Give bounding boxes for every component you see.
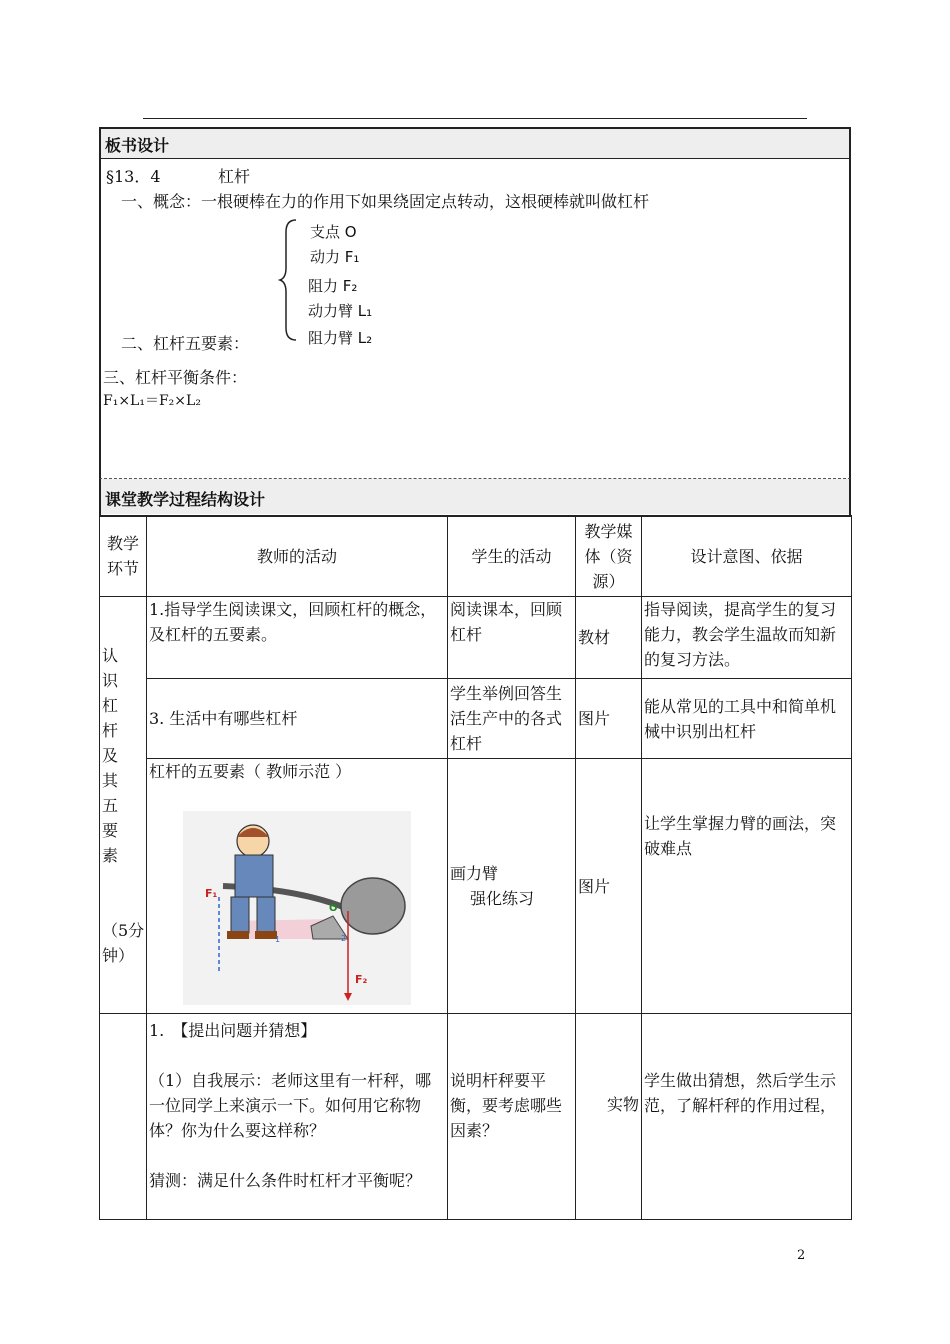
balance-label: 三、杠杆平衡条件： xyxy=(103,368,248,387)
row3-teacher-text: 杠杆的五要素（ 教师示范 ） xyxy=(149,762,352,781)
row4-teacher-p2: 猜测：满足什么条件时杠杆才平衡呢？ xyxy=(149,1171,422,1190)
element-effort-arm: 动力臂 L₁ xyxy=(308,302,373,320)
concept-line: 一、概念：一根硬棒在力的作用下如果绕固定点转动，这根硬棒就叫做杠杆 xyxy=(121,192,650,211)
element-resistance: 阻力 F₂ xyxy=(308,277,358,295)
section-title: 杠杆 xyxy=(218,167,251,186)
row4-teacher-p1: （1）自我展示：老师这里有一杆秤，哪一位同学上来演示一下。如何用它称物体？你为什么要这样称？ xyxy=(149,1071,432,1140)
stage-time: （5分钟） xyxy=(102,920,145,965)
row3-intent: 让学生掌握力臂的画法，突破难点 xyxy=(642,759,852,1014)
row3-media: 图片 xyxy=(576,759,642,1014)
row1-student: 阅读课本，回顾杠杆 xyxy=(448,597,576,679)
table-header-row xyxy=(100,516,852,597)
header-stage: 教学环节 xyxy=(100,516,147,597)
row3-student-b: 强化练习 xyxy=(470,889,535,908)
lever-illustration xyxy=(183,811,411,1005)
row1-media: 教材 xyxy=(576,597,642,679)
row2-student: 学生举例回答生活生产中的各式杠杆 xyxy=(448,679,576,759)
balance-formula: F₁×L₁＝F₂×L₂ xyxy=(103,393,201,409)
row4-media: 实物 xyxy=(576,1014,642,1220)
table-row xyxy=(100,759,852,1014)
stage2-cell xyxy=(100,1014,147,1220)
header-intent: 设计意图、依据 xyxy=(642,516,852,597)
page-number: 2 xyxy=(797,1248,806,1263)
stage-cell xyxy=(100,597,147,1014)
row2-teacher: 3. 生活中有哪些杠杆 xyxy=(147,679,448,759)
row4-student: 说明杆秤要平衡，要考虑哪些因素？ xyxy=(448,1014,576,1220)
row4-teacher-title: 1. 【提出问题并猜想】 xyxy=(149,1021,317,1040)
row2-media: 图片 xyxy=(576,679,642,759)
force-f2-label: F₂ xyxy=(355,973,368,986)
arm-l1-label: 1 xyxy=(275,935,281,944)
elements-label: 二、杠杆五要素： xyxy=(121,334,250,353)
stage-name: 认识杠杆及其五要素 xyxy=(102,645,133,865)
row3-teacher xyxy=(147,759,448,1014)
section-number: §13．4 xyxy=(106,167,161,186)
process-table xyxy=(99,515,852,1220)
row3-student-a: 画力臂 xyxy=(450,864,499,883)
board-design-box xyxy=(99,127,851,517)
header-teacher: 教师的活动 xyxy=(147,516,448,597)
row4-teacher xyxy=(147,1014,448,1220)
row4-intent: 学生做出猜想，然后学生示范，了解杆秤的作用过程， xyxy=(642,1014,852,1220)
table-row xyxy=(100,679,852,759)
row1-intent: 指导阅读，提高学生的复习能力，教会学生温故而知新的复习方法。 xyxy=(642,597,852,679)
board-design-title: 板书设计 xyxy=(101,129,849,159)
header-rule xyxy=(143,118,807,119)
element-fulcrum: 支点 O xyxy=(310,223,357,241)
row3-student xyxy=(448,759,576,1014)
process-title: 课堂教学过程结构设计 xyxy=(101,479,849,514)
row1-teacher: 1.指导学生阅读课文，回顾杠杆的概念，及杠杆的五要素。 xyxy=(147,597,448,679)
table-row xyxy=(100,597,852,679)
row2-intent: 能从常见的工具中和简单机械中识别出杠杆 xyxy=(642,679,852,759)
header-student: 学生的活动 xyxy=(448,516,576,597)
process-title-box xyxy=(99,478,851,517)
element-resistance-arm: 阻力臂 L₂ xyxy=(308,329,373,347)
header-media: 教学媒体（资源） xyxy=(576,516,642,597)
arm-l2-label: 2 xyxy=(341,934,347,943)
table-row xyxy=(100,1014,852,1220)
fulcrum-o-label: O xyxy=(329,903,338,914)
element-effort: 动力 F₁ xyxy=(310,248,360,266)
force-f1-label: F₁ xyxy=(205,887,218,900)
curly-brace xyxy=(278,218,300,342)
